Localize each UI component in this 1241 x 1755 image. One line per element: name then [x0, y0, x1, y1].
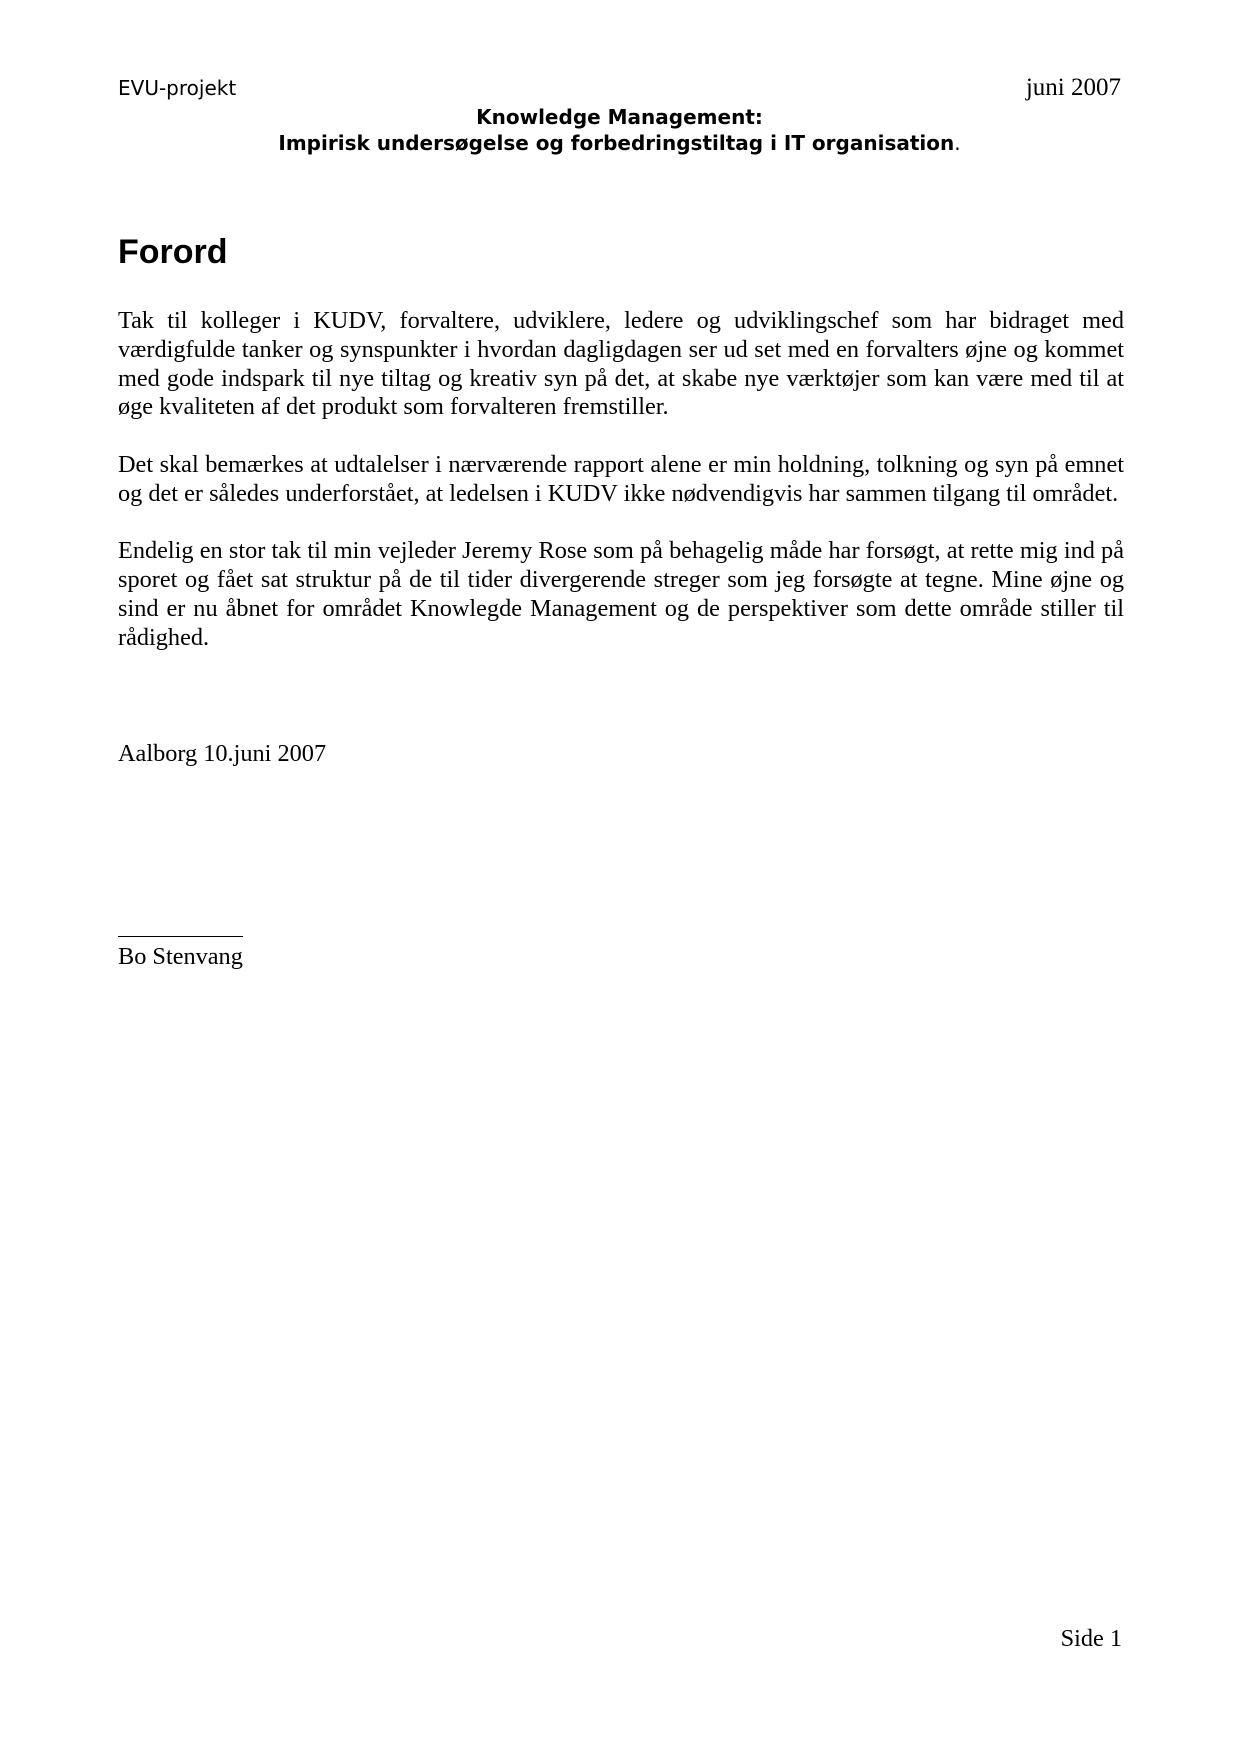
- paragraph: Endelig en stor tak til min vejleder Jeremy Rose som på behagelig måde har forsøgt, at rette mig ind på sporet og fået sat struktur på de til tider divergerende streger som jeg forsøgte at tegne. Mine øjne og sind er nu åbnet for området Knowlegde Management og de perspektiver som dette område stiller til rådighed.: [118, 537, 1124, 651]
- place-and-date: Aalborg 10.juni 2007: [118, 740, 327, 767]
- title-line-2-wrapper: [118, 130, 1121, 156]
- section-body: [118, 307, 1124, 681]
- page-number: Side 1: [1060, 1625, 1122, 1652]
- document-title: [118, 104, 1121, 156]
- section-heading: Forord: [118, 233, 228, 271]
- title-line-2-end: .: [954, 131, 961, 155]
- header-date: juni 2007: [1025, 74, 1121, 101]
- signer-name: Bo Stenvang: [118, 943, 243, 970]
- header-project-label: EVU-projekt: [118, 76, 237, 100]
- signature-line: [118, 936, 243, 937]
- paragraph: Det skal bemærkes at udtalelser i nærværende rapport alene er min holdning, tolkning og syn på emnet og det er således underforstået, at ledelsen i KUDV ikke nødvendigvis har sammen tilgang til området.: [118, 450, 1124, 507]
- paragraph: Tak til kolleger i KUDV, forvaltere, udviklere, ledere og udviklingschef som har bidraget med værdigfulde tanker og synspunkter i hvordan dagligdagen ser ud set med en forvalters øjne og kommet med gode indspark til nye tiltag og kreativ syn på det, at skabe nye værktøjer som kan være med til at øge kvaliteten af det produkt som forvalteren fremstiller.: [118, 307, 1124, 421]
- title-line-2: Impirisk undersøgelse og forbedringstiltag i IT organisation: [278, 131, 955, 155]
- title-line-1: Knowledge Management:: [476, 105, 763, 129]
